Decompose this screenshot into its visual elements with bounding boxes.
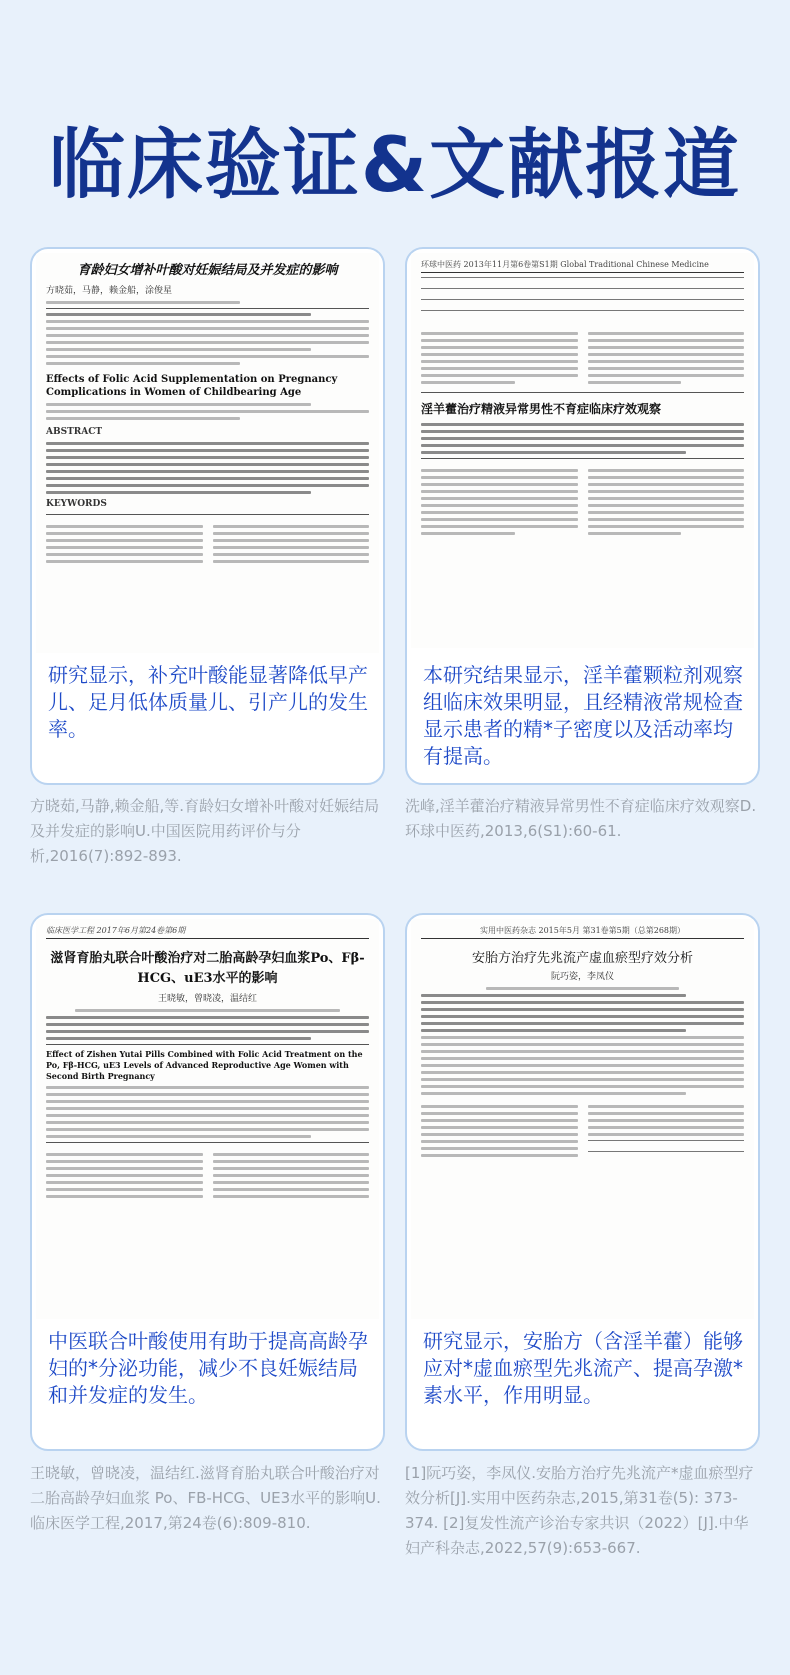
journal-header: 临床医学工程 2017年6月第24卷第6期: [46, 925, 369, 939]
paper-scan-image: [36, 253, 379, 653]
citation-text: [1]阮巧姿，李凤仪.安胎方治疗先兆流产*虚血瘀型疗效分析[J].实用中医药杂志,2015,第31卷(5): 373-374. [2]复发性流产诊治专家共识（2022）[J].中华妇产科杂志,2022,57(9):653-667.: [405, 1464, 754, 1557]
paper-scan-image: [36, 919, 379, 1319]
finding-text: 本研究结果显示，淫羊藿颗粒剂观察组临床效果明显，且经精液常规检查显示患者的精*子密度以及活动率均有提高。: [423, 663, 743, 768]
paper-english-title: Effects of Folic Acid Supplementation on Pregnancy Complications in Women of Childbearing Age: [46, 374, 338, 398]
journal-header: 实用中医药杂志 2015年5月 第31卷第5期（总第268期）: [421, 925, 744, 939]
paper-keywords-label: KEYWORDS: [46, 499, 107, 509]
results-table: [588, 1140, 745, 1163]
paper-scan-image: [411, 919, 754, 1319]
page-title: 临床验证&文献报道: [48, 120, 742, 209]
results-table: [421, 277, 744, 322]
paper-title: 淫羊藿治疗精液异常男性不育症临床疗效观察: [421, 401, 662, 416]
literature-card[interactable]: [30, 913, 385, 1451]
paper-english-title: Effect of Zishen Yutai Pills Combined with Folic Acid Treatment on the Po, Fβ-HCG, uE3 Levels of Advanced Reproductive Age Women with Second Birth Pregnancy: [46, 1049, 363, 1081]
paper-authors: 方晓茹，马静，赖金船，涂俊星: [46, 286, 173, 296]
paper-title: 滋肾育胎丸联合叶酸治疗对二胎高龄孕妇血浆Po、Fβ-HCG、uE3水平的影响: [50, 951, 365, 986]
paper-authors: 王晓敏，曾晓凌，温结红: [157, 994, 257, 1004]
literature-card[interactable]: [405, 247, 760, 785]
citation-text: 方晓茹,马静,赖金船,等.育龄妇女增补叶酸对妊娠结局及并发症的影响U.中国医院用药评价与分析,2016(7):892-893.: [30, 797, 380, 865]
finding-text: 中医联合叶酸使用有助于提高高龄孕妇的*分泌功能，减少不良妊娠结局和并发症的发生。: [48, 1329, 368, 1407]
citation-text: 王晓敏，曾晓凌，温结红.滋肾育胎丸联合叶酸治疗对二胎高龄孕妇血浆 Po、FB-HCG、UE3水平的影响U.临床医学工程,2017,第24卷(6):809-810.: [30, 1464, 381, 1532]
literature-card[interactable]: [30, 247, 385, 785]
paper-title: 安胎方治疗先兆流产虚血瘀型疗效分析: [471, 951, 693, 966]
literature-card[interactable]: [405, 913, 760, 1451]
paper-authors: 阮巧姿，李凤仪: [550, 972, 614, 982]
finding-text: 研究显示，补充叶酸能显著降低早产儿、足月低体质量儿、引产儿的发生率。: [48, 663, 368, 741]
paper-scan-image: [411, 253, 754, 648]
citation-text: 洗峰,淫羊藿治疗精液异常男性不育症临床疗效观察D.环球中医药,2013,6(S1):60-61.: [405, 797, 757, 840]
paper-title: 育龄妇女增补叶酸对妊娠结局及并发症的影响: [77, 263, 338, 278]
journal-header: 环球中医药 2013年11月第6卷第S1期 Global Traditional Chinese Medicine: [421, 259, 744, 273]
finding-text: 研究显示，安胎方（含淫羊藿）能够应对*虚血瘀型先兆流产、提高孕激*素水平，作用明显。: [423, 1329, 743, 1407]
paper-abstract-label: ABSTRACT: [46, 427, 103, 437]
